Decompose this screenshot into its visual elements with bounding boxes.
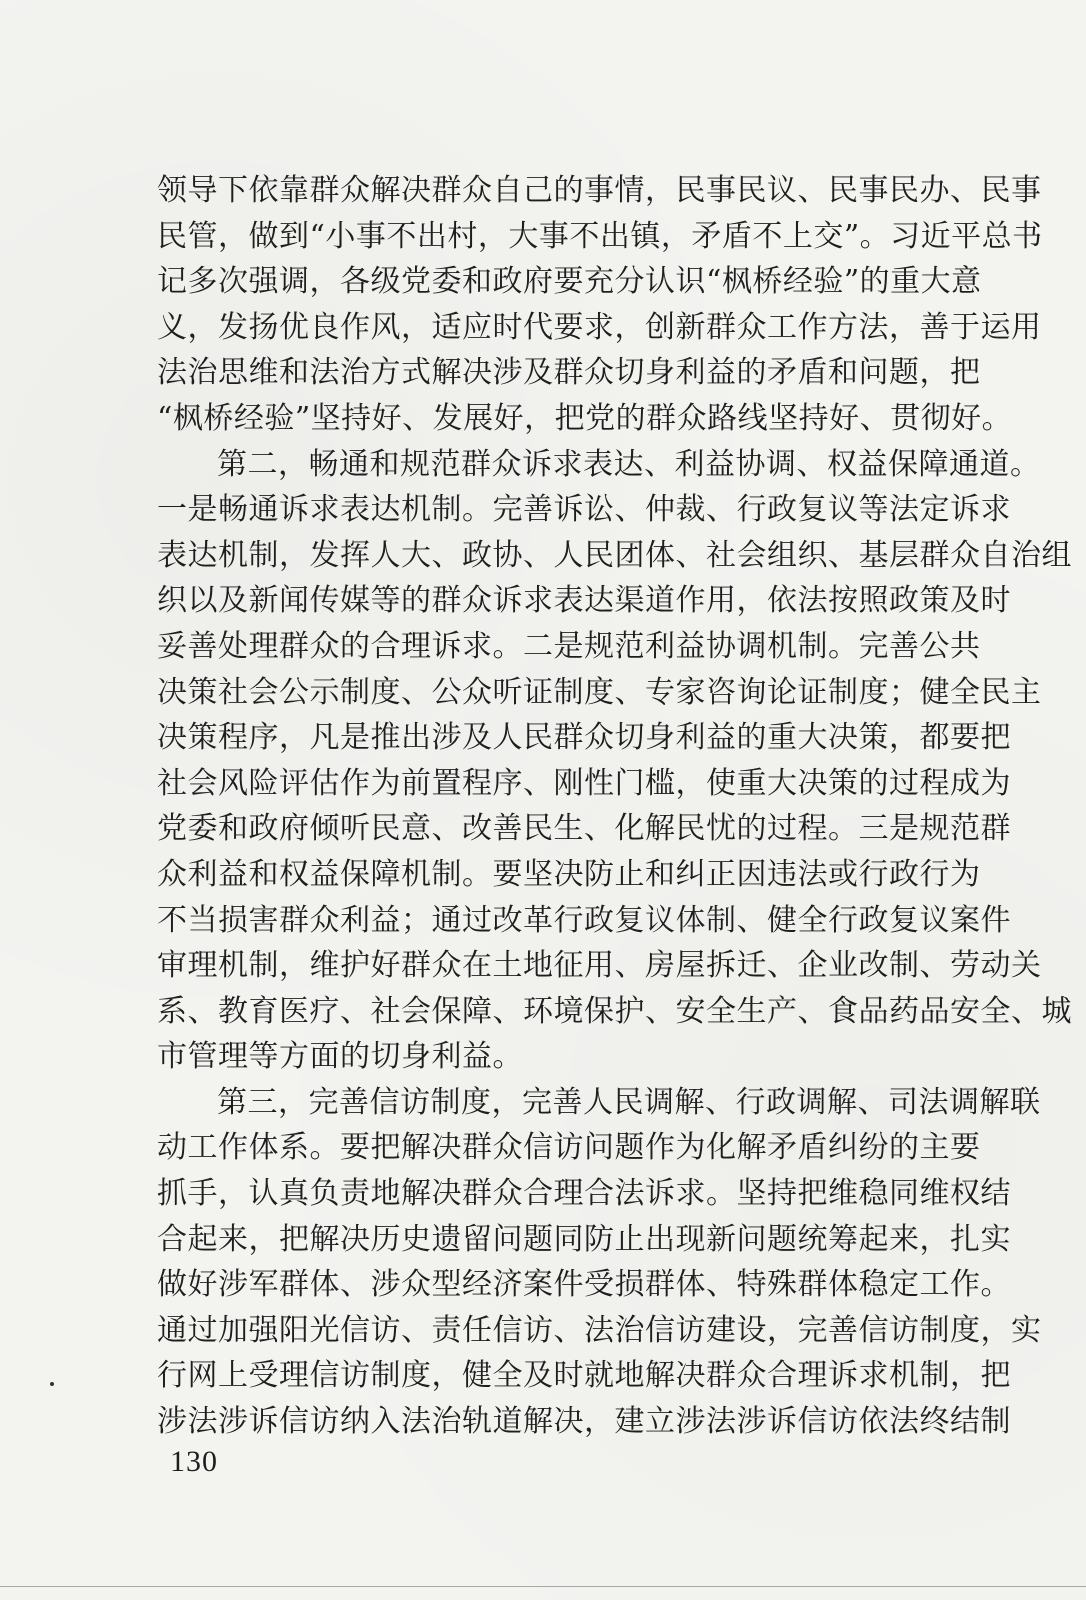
body-text	[157, 168, 1072, 1445]
text-line: 合起来，把解决历史遗留问题同防止出现新问题统筹起来，扎实	[157, 1221, 1011, 1257]
text-line: 妥善处理群众的合理诉求。二是规范利益协调机制。完善公共	[157, 628, 981, 664]
text-line: 民管，做到“小事不出村，大事不出镇，矛盾不上交”。习近平总书	[157, 218, 1043, 254]
text-line: 决策程序，凡是推出涉及人民群众切身利益的重大决策，都要把	[157, 720, 1011, 756]
text-line: 党委和政府倾听民意、改善民生、化解民忧的过程。三是规范群	[157, 811, 1011, 847]
scan-speck	[50, 1382, 54, 1386]
text-line: “枫桥经验”坚持好、发展好，把党的群众路线坚持好、贯彻好。	[157, 400, 1013, 436]
text-line: 社会风险评估作为前置程序、刚性门槛，使重大决策的过程成为	[157, 765, 1011, 801]
text-line: 动工作体系。要把解决群众信访问题作为化解矛盾纠纷的主要	[157, 1130, 981, 1166]
text-line: 做好涉军群体、涉众型经济案件受损群体、特殊群体稳定工作。	[157, 1267, 1011, 1303]
text-line: 抓手，认真负责地解决群众合理合法诉求。坚持把维稳同维权结	[157, 1176, 1011, 1212]
text-line: 涉法涉诉信访纳入法治轨道解决，建立涉法涉诉信访依法终结制	[157, 1404, 1011, 1440]
text-line: 系、教育医疗、社会保障、环境保护、安全生产、食品药品安全、城	[157, 993, 1072, 1029]
text-line: 义，发扬优良作风，适应时代要求，创新群众工作方法，善于运用	[157, 309, 1042, 345]
text-line: 市管理等方面的切身利益。	[157, 1039, 523, 1075]
text-line: 领导下依靠群众解决群众自己的事情，民事民议、民事民办、民事	[157, 173, 1042, 208]
text-line: 决策社会公示制度、公众听证制度、专家咨询论证制度；健全民主	[157, 674, 1042, 710]
text-line: 行网上受理信访制度，健全及时就地解决群众合理诉求机制，把	[157, 1358, 1011, 1394]
text-line: 众利益和权益保障机制。要坚决防止和纠正因违法或行政行为	[157, 856, 981, 892]
text-line: 一是畅通诉求表达机制。完善诉讼、仲裁、行政复议等法定诉求	[157, 492, 1011, 528]
page-number: 130	[170, 1445, 218, 1478]
text-line: 表达机制，发挥人大、政协、人民团体、社会组织、基层群众自治组	[157, 537, 1072, 573]
paragraph-start-line: 第三，完善信访制度，完善人民调解、行政调解、司法调解联	[217, 1084, 1041, 1120]
text-line: 通过加强阳光信访、责任信访、法治信访建设，完善信访制度，实	[157, 1312, 1042, 1348]
paragraph-start-line: 第二，畅通和规范群众诉求表达、利益协调、权益保障通道。	[217, 446, 1041, 482]
text-line: 织以及新闻传媒等的群众诉求表达渠道作用，依法按照政策及时	[157, 583, 1011, 619]
text-line: 审理机制，维护好群众在土地征用、房屋拆迁、企业改制、劳动关	[157, 948, 1042, 984]
scan-edge-line	[0, 1586, 1086, 1587]
text-line: 法治思维和法治方式解决涉及群众切身利益的矛盾和问题，把	[157, 355, 981, 391]
text-line: 记多次强调，各级党委和政府要充分认识“枫桥经验”的重大意	[157, 264, 982, 300]
text-line: 不当损害群众利益；通过改革行政复议体制、健全行政复议案件	[157, 902, 1011, 938]
